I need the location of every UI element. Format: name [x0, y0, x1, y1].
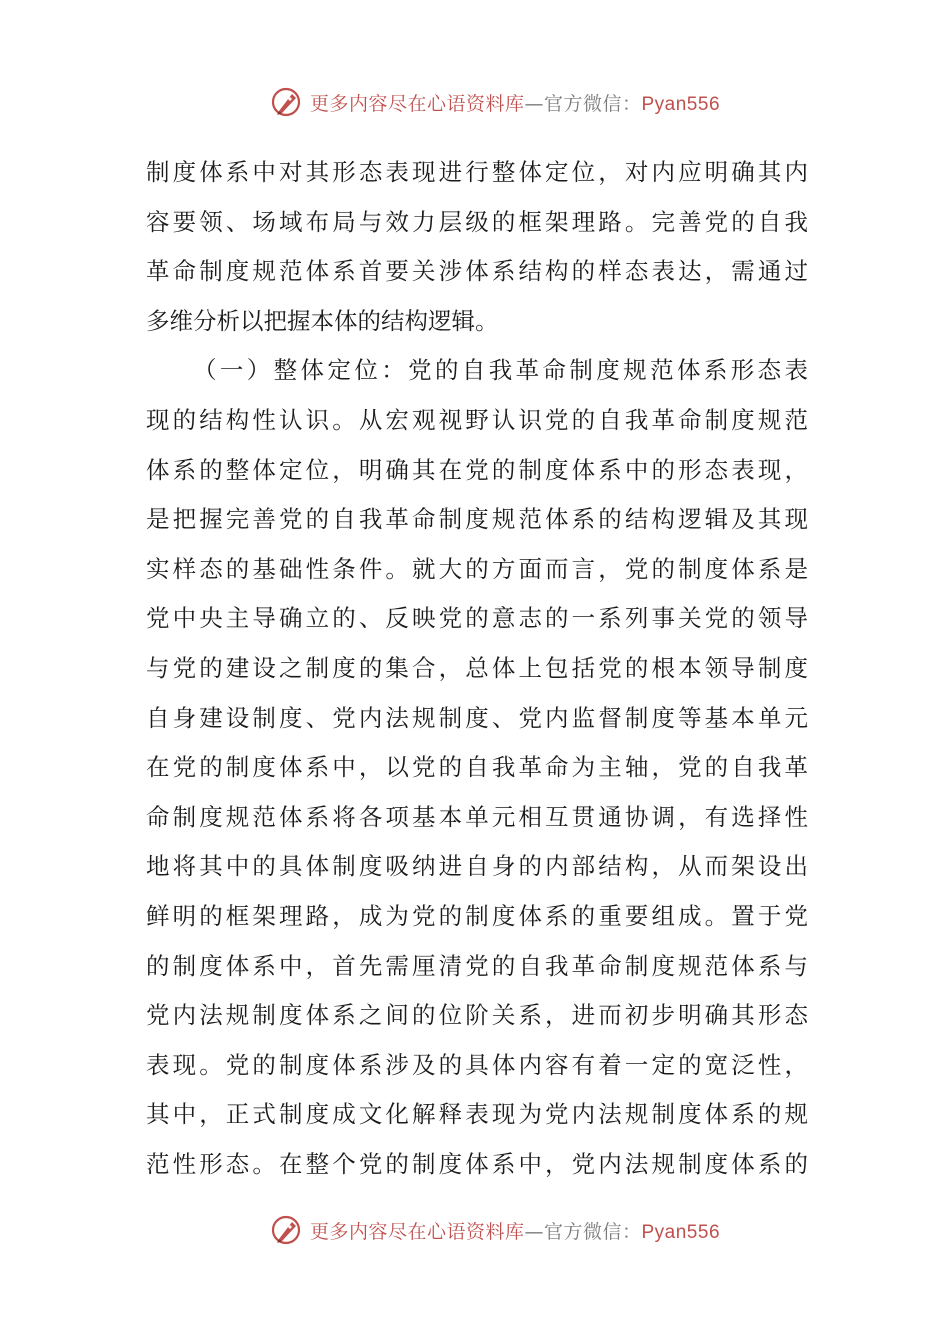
text-line: 容要领、场域布局与效力层级的框架理路。完善党的自我: [146, 207, 808, 236]
text-line: 鲜明的框架理路，成为党的制度体系的重要组成。置于党: [146, 901, 808, 930]
text-line: 命制度规范体系将各项基本单元相互贯通协调，有选择性: [146, 802, 808, 831]
text-line: 制度体系中对其形态表现进行整体定位，对内应明确其内: [146, 158, 808, 186]
banner-official-label: 官方微信：: [543, 1220, 642, 1243]
text-line: 实样态的基础性条件。就大的方面而言，党的制度体系是: [146, 554, 808, 583]
pen-nib-icon: [270, 1213, 304, 1247]
banner-official-label: 官方微信：: [543, 92, 642, 115]
text-line: 现的结构性认识。从宏观视野认识党的自我革命制度规范: [146, 405, 808, 434]
banner-wechat-id: Pyan556: [641, 93, 721, 115]
header-banner: [0, 82, 950, 122]
text-line: 的制度体系中，首先需厘清党的自我革命制度规范体系与: [146, 951, 808, 980]
text-line: 是把握完善党的自我革命制度规范体系的结构逻辑及其现: [146, 505, 808, 534]
banner-wechat-id: Pyan556: [641, 1221, 721, 1243]
text-line: 党内法规制度体系之间的位阶关系，进而初步明确其形态: [146, 1001, 808, 1030]
pen-nib-icon: [270, 85, 304, 119]
banner-brand-text: 更多内容尽在心语资料库: [309, 1220, 525, 1243]
text-line: 体系的整体定位，明确其在党的制度体系中的形态表现，: [146, 455, 808, 484]
document-body: [146, 148, 808, 1189]
text-line: 在党的制度体系中，以党的自我革命为主轴，党的自我革: [146, 753, 808, 782]
section-heading-line: （一）整体定位：党的自我革命制度规范体系形态表: [193, 356, 808, 385]
text-line: 与党的建设之制度的集合，总体上包括党的根本领导制度: [146, 653, 808, 682]
text-line: 自身建设制度、党内法规制度、党内监督制度等基本单元: [146, 703, 808, 732]
footer-banner: [0, 1210, 950, 1250]
text-line: 其中，正式制度成文化解释表现为党内法规制度体系的规: [146, 1100, 808, 1129]
banner-dash: —: [524, 1220, 544, 1243]
text-line: 革命制度规范体系首要关涉体系结构的样态表达，需通过: [146, 257, 808, 286]
text-line: 范性形态。在整个党的制度体系中，党内法规制度体系的: [146, 1149, 808, 1178]
text-line: 党中央主导确立的、反映党的意志的一系列事关党的领导: [146, 604, 808, 633]
text-line: 多维分析以把握本体的结构逻辑。: [146, 306, 499, 335]
text-line: 地将其中的具体制度吸纳进自身的内部结构，从而架设出: [146, 852, 808, 881]
banner-brand-text: 更多内容尽在心语资料库: [309, 92, 525, 115]
banner-dash: —: [524, 92, 544, 115]
text-line: 表现。党的制度体系涉及的具体内容有着一定的宽泛性，: [146, 1050, 808, 1079]
